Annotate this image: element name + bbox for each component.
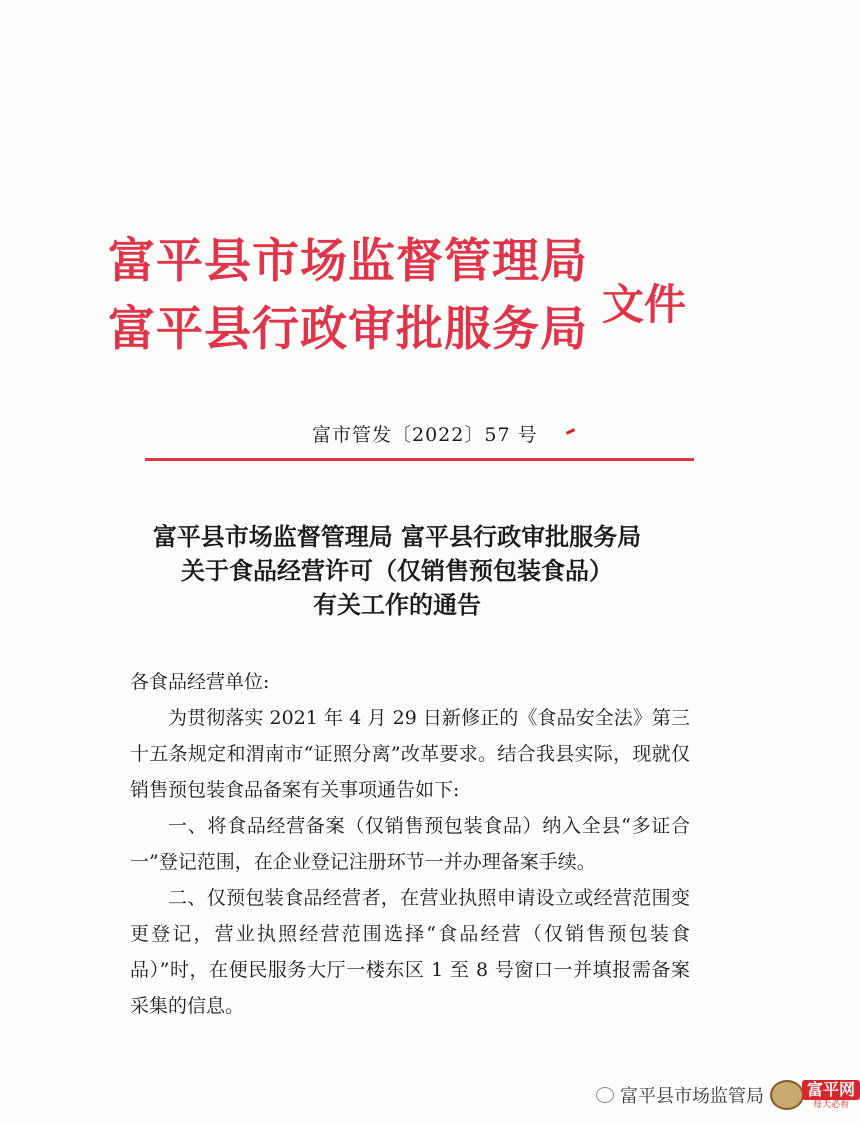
- red-separator-line: [145, 458, 694, 461]
- issuing-authorities: [108, 228, 588, 364]
- authority-line-2: 富平县行政审批服务局: [108, 302, 588, 357]
- ink-mark: [566, 428, 575, 435]
- brand-name: 富平网: [802, 1080, 860, 1100]
- document-type-label: 文件: [602, 280, 687, 329]
- authority-line-1: 富平县市场监督管理局: [108, 234, 588, 289]
- brand-badge: [802, 1080, 860, 1111]
- brand-slogan: 每天必看: [813, 1099, 850, 1110]
- notice-title-line-3: 有关工作的通告: [313, 590, 481, 619]
- brand-logo-icon: [770, 1080, 804, 1110]
- document-number: 富市管发〔2022〕57 号: [312, 424, 538, 446]
- wechat-watermark: [596, 1078, 860, 1112]
- notice-title: [0, 520, 794, 622]
- body-paragraph: 一、将食品经营备案（仅销售预包装食品）纳入全县“多证合一”登记范围，在企业登记注册环节一并办理备案手续。: [130, 815, 690, 873]
- salutation: 各食品经营单位:: [130, 671, 270, 693]
- body-paragraph: 为贯彻落实 2021 年 4 月 29 日新修正的《食品安全法》第三十五条规定和渭南市“证照分离”改革要求。结合我县实际，现就仅销售预包装食品备案有关事项通告如下:: [130, 707, 690, 801]
- notice-title-line-1: 富平县市场监督管理局 富平县行政审批服务局: [152, 522, 642, 551]
- notice-title-line-2: 关于食品经营许可（仅销售预包装食品）: [181, 556, 613, 585]
- watermark-account: 富平县市场监管局: [620, 1086, 764, 1107]
- wechat-icon: [596, 1087, 614, 1103]
- notice-body: [130, 664, 690, 1024]
- body-paragraph: 二、仅预包装食品经营者，在营业执照申请设立或经营范围变更登记，营业执照经营范围选择“食品经营（仅销售预包装食品）”时，在便民服务大厅一楼东区 1 至 8 号窗口一并填报需备案采集的信息。: [130, 887, 690, 1017]
